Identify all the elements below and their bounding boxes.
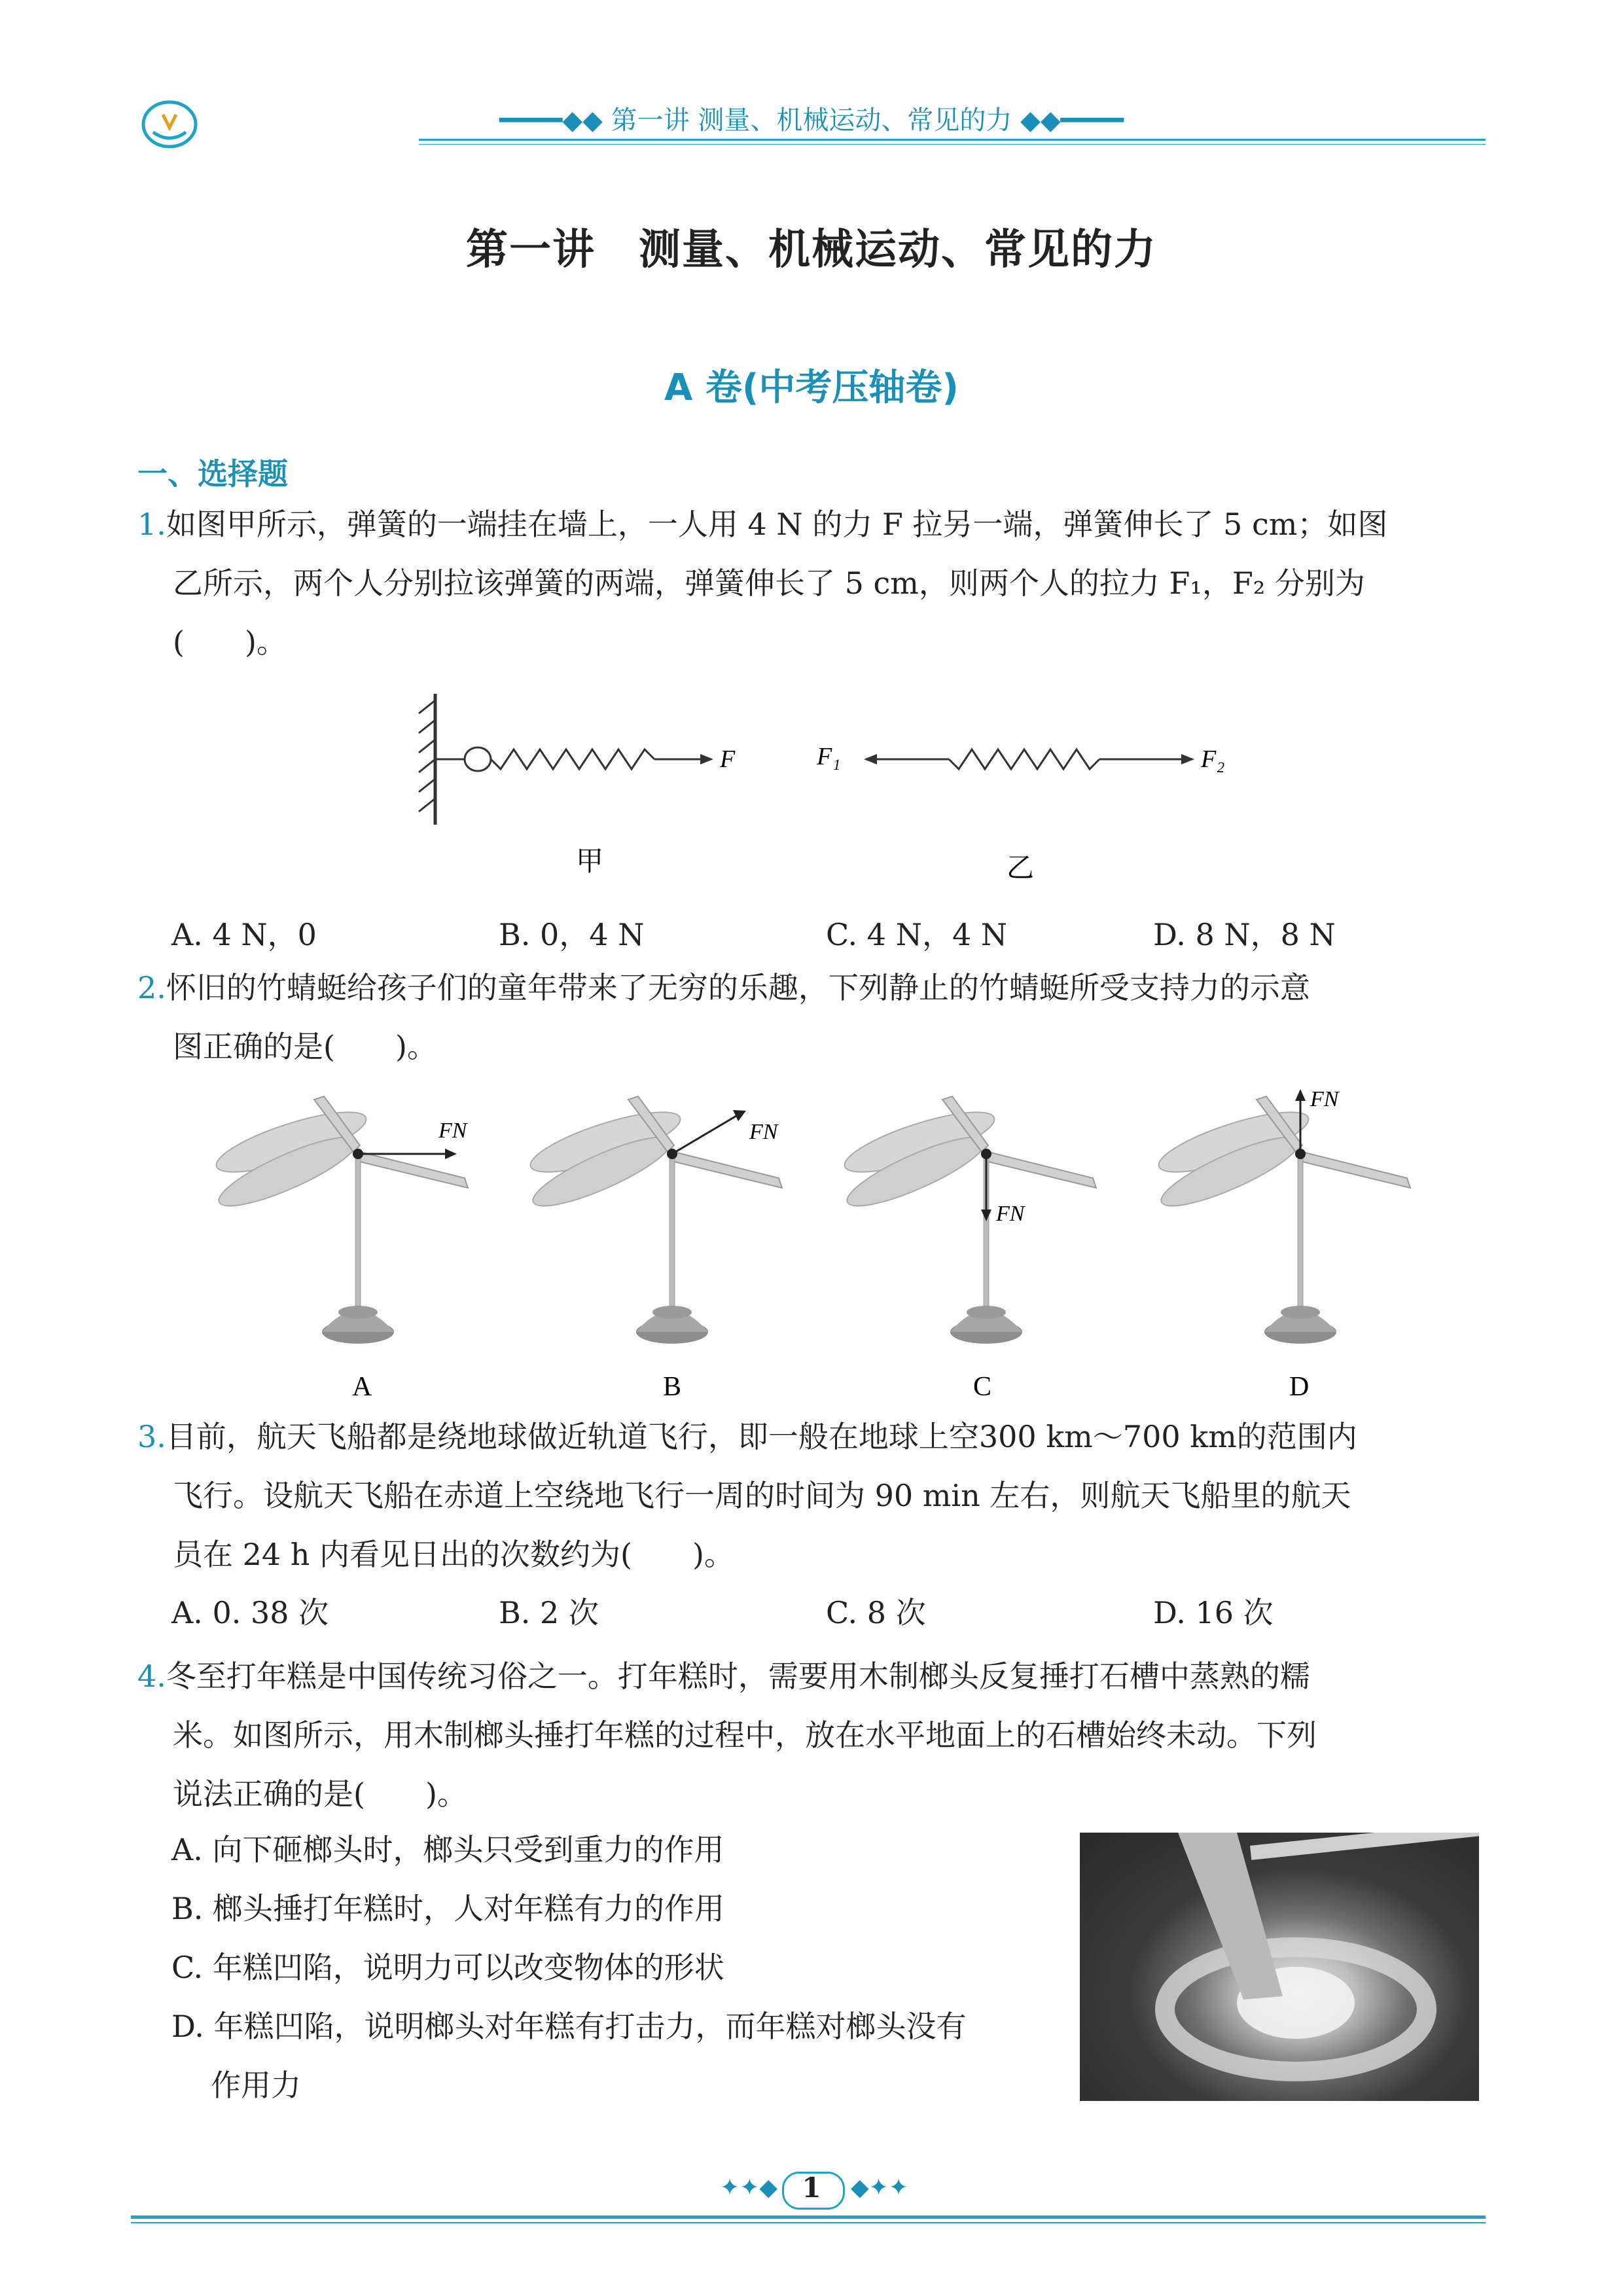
fig-label-b: B <box>663 1372 682 1402</box>
question-text: 目前，航天飞船都是绕地球做近轨道飞行，即一般在地球上空300 km～700 km的范围内 <box>166 1419 1357 1454</box>
page-number: 1 <box>802 2172 821 2204</box>
footer-ornament-right: ◆✦✦ <box>851 2174 909 2201</box>
question-text: 员在 24 h 内看见日出的次数约为( )。 <box>173 1537 734 1572</box>
q4-option-d-continued: 作用力 <box>211 2068 301 2103</box>
dragonfly-figures <box>209 1080 1453 1407</box>
footer-rule-thin <box>131 2222 1486 2223</box>
q4-option-c: C. 年糕凹陷，说明力可以改变物体的形状 <box>171 1950 724 1985</box>
q3-option-c: C. 8 次 <box>826 1595 926 1630</box>
q1-option-d: D. 8 N，8 N <box>1153 917 1336 952</box>
q3-option-d: D. 16 次 <box>1153 1595 1274 1630</box>
question-text: 米。如图所示，用木制榔头捶打年糕的过程中，放在水平地面上的石槽始终未动。下列 <box>173 1717 1317 1753</box>
question-text: 冬至打年糕是中国传统习俗之一。打年糕时，需要用木制榔头反复捶打石槽中蒸熟的糯 <box>166 1659 1310 1694</box>
dragonfly-d <box>1153 1087 1410 1344</box>
q4-option-b: B. 榔头捶打年糕时，人对年糕有力的作用 <box>171 1891 725 1926</box>
q3-option-a: A. 0. 38 次 <box>171 1595 329 1630</box>
question-text: 乙所示，两个人分别拉该弹簧的两端，弹簧伸长了 5 cm，则两个人的拉力 F₁，F₂ 分别为 <box>173 565 1365 601</box>
fig-label-c: C <box>973 1372 992 1402</box>
header-rule <box>419 139 1486 141</box>
q1-option-b: B. 0，4 N <box>499 917 645 952</box>
question-text: 飞行。设航天飞船在赤道上空绕地飞行一周的时间为 90 min 左右，则航天飞船里的航天 <box>173 1478 1351 1513</box>
footer-ornament-left: ✦✦◆ <box>720 2174 778 2201</box>
question-1 <box>137 495 1486 672</box>
question-number: 1. <box>137 507 166 542</box>
question-text: 说法正确的是( )。 <box>173 1776 467 1812</box>
q4-option-d: D. 年糕凹陷，说明榔头对年糕有打击力，而年糕对榔头没有 <box>171 2009 967 2044</box>
page-subtitle: A 卷(中考压轴卷) <box>664 367 959 409</box>
force-label-d: FN <box>1310 1087 1339 1111</box>
rice-cake-photo <box>1080 1833 1479 2101</box>
q1-option-c: C. 4 N，4 N <box>826 917 1008 952</box>
question-text: 怀旧的竹蜻蜓给孩子们的童年带来了无穷的乐趣，下列静止的竹蜻蜓所受支持力的示意 <box>166 970 1310 1005</box>
force-label-c: FN <box>996 1202 1025 1226</box>
force-label-b: FN <box>749 1120 778 1144</box>
fig-label-yi: 乙 <box>1007 852 1035 884</box>
fig-label-d: D <box>1289 1372 1310 1402</box>
spring-jia <box>491 749 654 769</box>
q4-option-a: A. 向下砸榔头时，榔头只受到重力的作用 <box>171 1832 724 1867</box>
spring-yi <box>949 749 1099 769</box>
normal-force-arrow-b <box>672 1116 736 1154</box>
question-text: 如图甲所示，弹簧的一端挂在墙上，一人用 4 N 的力 F 拉另一端，弹簧伸长了 5 cm；如图 <box>166 507 1388 542</box>
page-title: 第一讲 测量、机械运动、常见的力 <box>466 226 1157 274</box>
header-rule-thin <box>419 144 1486 145</box>
question-4 <box>137 1647 1486 1823</box>
question-text: ( )。 <box>173 624 287 660</box>
q1-option-a: A. 4 N，0 <box>171 917 317 952</box>
question-3 <box>137 1407 1486 1584</box>
question-number: 4. <box>137 1659 166 1694</box>
dragonfly-b <box>525 1096 782 1344</box>
header-ornament-left: ━━━━◆◆ <box>499 105 611 135</box>
header-ornament-right: ◆◆━━━━ <box>1012 105 1124 135</box>
question-number: 2. <box>137 970 166 1005</box>
force-label-F: F <box>720 745 736 773</box>
dragonfly-a <box>211 1096 469 1344</box>
fig-label-jia: 甲 <box>576 845 604 877</box>
force-label-a: FN <box>438 1119 467 1143</box>
question-number: 3. <box>137 1419 166 1454</box>
fig-label-a: A <box>352 1372 372 1402</box>
running-header <box>0 99 1623 137</box>
question-2 <box>137 958 1486 1076</box>
wall-hatching <box>419 700 435 812</box>
force-label-F1: F₁ <box>817 743 841 770</box>
q3-option-b: B. 2 次 <box>499 1595 599 1630</box>
force-label-F2: F₂ <box>1201 745 1225 773</box>
section-heading: 一、选择题 <box>137 456 288 492</box>
dragonfly-c <box>839 1096 1096 1344</box>
question-text: 图正确的是( )。 <box>173 1029 437 1064</box>
running-header-title: 第一讲 测量、机械运动、常见的力 <box>611 105 1012 135</box>
spring-figure <box>406 681 1257 890</box>
footer-rule <box>131 2215 1486 2219</box>
force-arrow-F1-head <box>864 754 877 764</box>
hook-ring <box>465 747 491 771</box>
